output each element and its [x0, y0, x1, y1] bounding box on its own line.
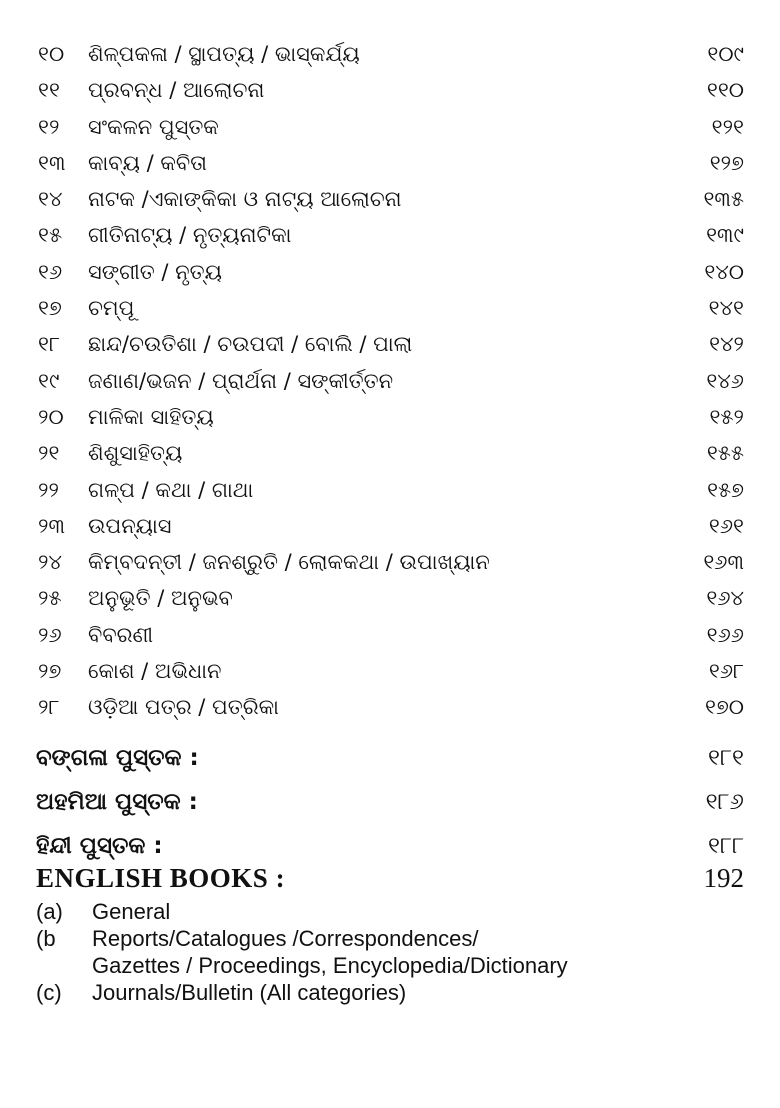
- toc-entry: [0, 580, 780, 616]
- entry-page-number: ୧୬୪: [706, 586, 744, 611]
- toc-entry: [0, 181, 780, 217]
- english-subsection: [0, 979, 780, 1006]
- toc-entry: [0, 326, 780, 362]
- entry-number: ୧୪: [38, 187, 63, 212]
- toc-entry: [0, 508, 780, 544]
- entry-title: ସଙ୍ଗୀତ / ନୃତ୍ୟ: [88, 259, 222, 284]
- toc-entry: [0, 145, 780, 181]
- entry-title: ଗୀତିନାଟ୍ୟ / ନୃତ୍ୟନାଟିକା: [88, 223, 292, 248]
- entry-number: ୧୭: [38, 296, 62, 321]
- entry-title: ଅନୁଭୂତି / ଅନୁଭବ: [88, 586, 233, 611]
- entry-number: ୧୦: [38, 42, 65, 66]
- toc-entry: [0, 36, 780, 72]
- english-books-heading: [0, 858, 780, 898]
- entry-title: ଜଣାଣ/ଭଜନ / ପ୍ରାର୍ଥନା / ସଙ୍କୀର୍ତ୍ତନ: [88, 368, 394, 393]
- entry-title: ଓଡ଼ିଆ ପତ୍ର / ପତ୍ରିକା: [88, 695, 279, 720]
- toc-entry: [0, 290, 780, 326]
- entry-page-number: ୧୦୯: [707, 42, 744, 66]
- toc-entry: [0, 617, 780, 653]
- language-section-title: ବଙ୍ଗଳା ପୁସ୍ତକ :: [36, 745, 199, 771]
- english-subsections-list: [0, 898, 780, 1006]
- entry-title: ସଂକଳନ ପୁସ୍ତକ: [88, 114, 219, 139]
- entry-page-number: ୧୨୧: [711, 114, 744, 139]
- entry-page-number: ୧୬୬: [706, 622, 744, 647]
- subsection-line: General: [92, 899, 171, 924]
- subsection-text: [92, 979, 780, 1006]
- entry-title: ମାଳିକା ସାହିତ୍ୟ: [88, 404, 214, 429]
- entry-title: ଶିଶୁସାହିତ୍ୟ: [88, 441, 183, 466]
- toc-entry: [0, 363, 780, 399]
- entry-number: ୨୧: [38, 441, 60, 466]
- toc-entry: [0, 254, 780, 290]
- entry-number: ୨୦: [38, 404, 64, 429]
- entry-page-number: ୧୪୬: [706, 368, 744, 393]
- subsection-label: (c): [36, 980, 62, 1005]
- subsection-line: Journals/Bulletin (All categories): [92, 980, 407, 1005]
- entry-number: ୨୨: [38, 477, 59, 502]
- english-subsection: [0, 898, 780, 925]
- entry-title: ନାଟକ /ଏକାଙ୍କିକା ଓ ନାଟ୍ୟ ଆଲୋଚନା: [88, 187, 402, 212]
- entry-page-number: ୧୧୦: [706, 78, 744, 103]
- subsection-line: Reports/Catalogues /Correspondences/: [92, 926, 479, 951]
- entry-title: ଗଳ୍ପ / କଥା / ଗାଥା: [88, 477, 254, 502]
- entry-title: ଛାନ୍ଦ/ଚଉତିଶା / ଚଉପଦୀ / ବୋଲି / ପାଲା: [88, 332, 413, 357]
- entry-title: କିମ୍ବଦନ୍ତୀ / ଜନଶ୍ରୁତି / ଲୋକକଥା / ଉପାଖ୍ୟାନ: [88, 550, 490, 575]
- subsection-text: [92, 925, 780, 979]
- entry-page-number: ୧୫୨: [709, 404, 744, 429]
- entry-number: ୧୮: [38, 332, 60, 357]
- language-section-page-number: ୧୮୮: [708, 833, 744, 859]
- entry-number: ୧୧: [38, 78, 60, 103]
- toc-entry: [0, 399, 780, 435]
- entry-page-number: ୧୬୩: [703, 550, 744, 575]
- language-section-title: ଅହମିଆ ପୁସ୍ତକ :: [36, 789, 198, 815]
- entry-title: ଶିଳ୍ପକଳା / ସ୍ଥାପତ୍ୟ / ଭାସ୍କର୍ଯ୍ୟ: [88, 42, 360, 66]
- entry-page-number: ୧୨୭: [709, 150, 744, 175]
- entry-page-number: ୧୪୦: [704, 259, 744, 284]
- entry-page-number: ୧୪୨: [709, 332, 744, 357]
- entry-number: ୧୩: [38, 150, 66, 175]
- language-section-page-number: ୧୮୧: [708, 745, 744, 771]
- entry-page-number: ୧୩୯: [706, 223, 744, 248]
- toc-list: [0, 36, 780, 726]
- toc-entry: [0, 472, 780, 508]
- subsection-label: (a): [36, 899, 63, 924]
- entry-number: ୨୪: [38, 550, 62, 575]
- entry-number: ୨୭: [38, 659, 62, 684]
- toc-entry: [0, 544, 780, 580]
- entry-title: ପ୍ରବନ୍ଧ / ଆଲୋଚନା: [88, 78, 265, 103]
- entry-page-number: ୧୭୦: [705, 695, 744, 720]
- entry-number: ୧୯: [38, 368, 60, 393]
- toc-entry: [0, 689, 780, 725]
- entry-title: ବିବରଣୀ: [88, 622, 154, 647]
- entry-title: କାବ୍ୟ / କବିତା: [88, 150, 207, 175]
- entry-number: ୧୨: [38, 114, 60, 139]
- toc-entry: [0, 109, 780, 145]
- entry-page-number: ୧୬୧: [708, 513, 744, 538]
- entry-page-number: ୧୫୫: [706, 441, 744, 466]
- language-section-title: ହିନ୍ଦୀ ପୁସ୍ତକ :: [36, 833, 163, 859]
- entry-number: ୨୮: [38, 695, 60, 720]
- entry-number: ୨୩: [38, 513, 65, 538]
- english-books-title: ENGLISH BOOKS :: [36, 863, 286, 893]
- toc-entry: [0, 653, 780, 689]
- toc-entry: [0, 72, 780, 108]
- entry-title: କୋଶ / ଅଭିଧାନ: [88, 659, 222, 684]
- entry-number: ୧୬: [38, 259, 63, 284]
- toc-entry: [0, 435, 780, 471]
- entry-page-number: ୧୫୭: [707, 477, 744, 502]
- toc-entry: [0, 217, 780, 253]
- entry-page-number: ୧୩୫: [703, 187, 744, 212]
- entry-page-number: ୧୪୧: [708, 296, 744, 321]
- subsection-text: [92, 898, 780, 925]
- english-subsection: [0, 925, 780, 979]
- entry-title: ଉପନ୍ୟାସ: [88, 513, 172, 538]
- entry-title: ଚମ୍ପୂ: [88, 296, 135, 321]
- language-section: [0, 780, 780, 824]
- language-section-page-number: ୧୮୬: [705, 789, 744, 815]
- english-books-page-number: 192: [703, 863, 744, 893]
- entry-number: ୧୫: [38, 223, 63, 248]
- language-section: [0, 736, 780, 780]
- entry-number: ୨୫: [38, 586, 62, 611]
- subsection-label: (b: [36, 926, 56, 951]
- language-sections-list: [0, 736, 780, 868]
- entry-number: ୨୬: [38, 622, 62, 647]
- subsection-line: Gazettes / Proceedings, Encyclopedia/Dictionary: [92, 953, 568, 978]
- entry-page-number: ୧୬୮: [708, 659, 744, 684]
